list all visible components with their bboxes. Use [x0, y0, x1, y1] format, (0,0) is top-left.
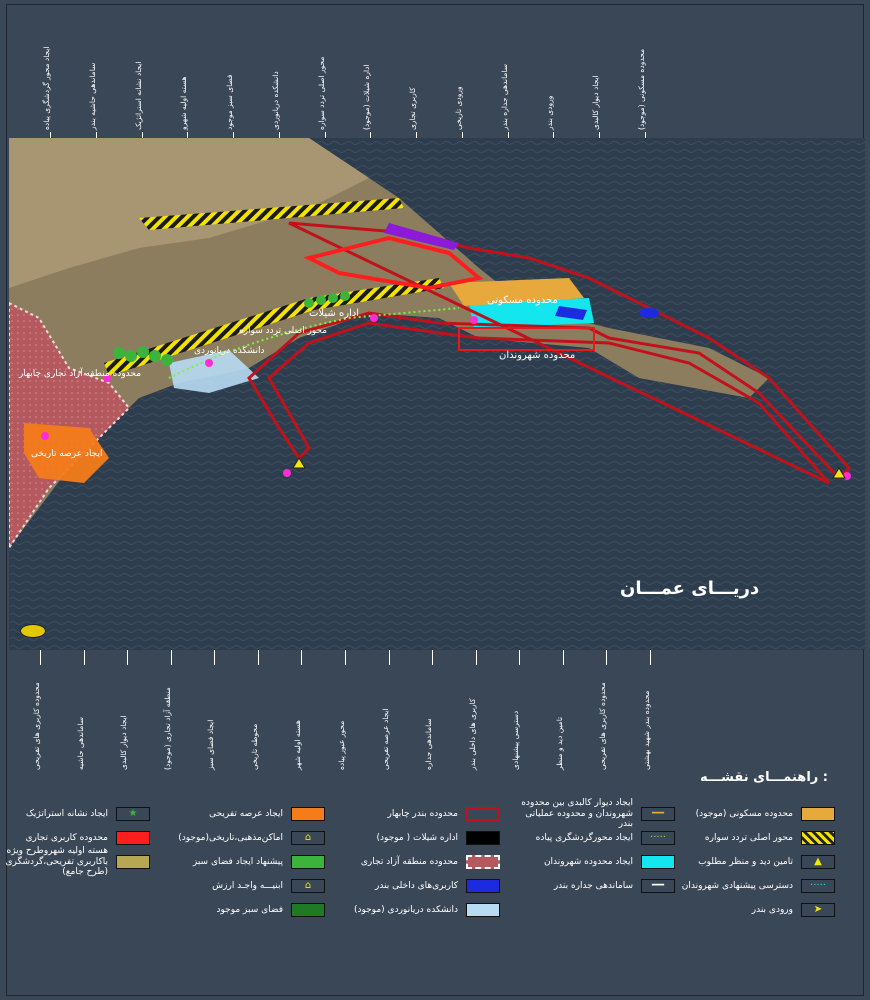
orange-fill-icon — [291, 807, 325, 821]
bottom-label: ساماندهی جداره — [424, 718, 434, 770]
compass-icon — [20, 624, 46, 638]
blue-fill-icon — [466, 879, 500, 893]
bottom-label: ساماندهی حاشیه — [75, 717, 85, 770]
top-label: ایجاد دیوار کالبدی — [591, 75, 601, 130]
top-label: ورودی تاریخی — [453, 86, 463, 130]
top-label: ایجاد محور گردشگری پیاده — [42, 46, 51, 130]
legend-item — [160, 877, 325, 895]
wall-line-icon: ━━ — [641, 807, 675, 821]
legend-label: اداره شیلات ( موجود) — [376, 832, 458, 843]
olive-fill-icon — [116, 855, 150, 869]
legend-label: اماکن‌مذهبی،تاریخی(موجود) — [178, 832, 283, 843]
mosque-icon-icon: ⌂ — [291, 831, 325, 845]
legend-label: ورودی بندر — [751, 904, 793, 915]
legend-item — [510, 853, 675, 871]
legend-label: ایجاد نشانه استراتژیک — [25, 808, 108, 819]
legend-item — [670, 877, 835, 895]
legend-label: دسترسی پیشنهادی شهروندان — [681, 880, 793, 891]
black-fill-icon — [466, 831, 500, 845]
top-label: محدوده مسکونی (موجود) — [637, 48, 646, 130]
label-university: دانشکده دریانوردی — [194, 346, 265, 356]
yellow-fill-icon — [801, 807, 835, 821]
legend-item — [335, 853, 500, 871]
legend-label: محدوده کاربری تجاری — [25, 832, 108, 843]
label-fisheries: اداره شیلات — [309, 308, 360, 319]
legend-label: کاربری‌های داخلی بندر — [375, 880, 458, 891]
top-label: ساماندهی جداره بندر — [499, 64, 509, 130]
map-view[interactable] — [9, 138, 865, 650]
legend-label: ایجاد دیوار کالبدی بین محدوده شهروندان و محدوده عملیاتی بندر — [521, 798, 633, 830]
green-dots-icon: ····· — [641, 831, 675, 845]
top-label: هسته اولیه شهرو — [179, 76, 189, 130]
legend-label: دانشکده دریانوردی (موجود) — [353, 904, 458, 915]
bottom-label: تامین دید و منظر — [554, 716, 564, 770]
legend-label: تامین دید و منظر مطلوب — [698, 856, 793, 867]
lightblue-fill-icon — [466, 903, 500, 917]
bottom-label: محوطه تاریخی — [249, 723, 259, 770]
legend-label: محدوده منطقه آزاد تجاری — [360, 856, 458, 867]
legend-item — [510, 877, 675, 895]
bottom-label: ایجاد دیوار کالبدی — [119, 715, 129, 770]
bottom-label: محدوده کاربری های تفریحی — [32, 682, 41, 770]
legend-item — [335, 805, 500, 823]
legend-label: محور اصلی تردد سواره — [704, 832, 793, 843]
label-free-zone: محدوده منطقه آزاد تجاری چابهار — [19, 369, 142, 379]
legend-item — [160, 901, 325, 919]
view-icon-icon: ▲ — [801, 855, 835, 869]
legend-item — [160, 805, 325, 823]
label-main-axis: محور اصلی تردد سواره — [239, 326, 328, 336]
legend-item — [0, 829, 150, 847]
house-icon-icon: ⌂ — [291, 879, 325, 893]
red-outline-icon — [466, 807, 500, 821]
label-historic: ایجاد عرصه تاریخی — [31, 449, 103, 459]
legend-label: ابنیـــه واجـد ارزش — [212, 880, 283, 891]
blue-dot — [639, 308, 659, 318]
top-label: فضای سبز موجود — [225, 74, 235, 130]
legend-title: راهنمـــای نقشـــه : — [699, 770, 828, 785]
legend-item — [0, 846, 150, 878]
legend-label: محدوده بندر چابهار — [387, 808, 458, 819]
legend-label: محدوده مسکونی (موجود) — [695, 808, 793, 819]
legend-item — [0, 805, 150, 823]
legend-item — [670, 901, 835, 919]
legend-item — [670, 853, 835, 871]
legend-item — [160, 853, 325, 871]
star-icon-icon: ★ — [116, 807, 150, 821]
bottom-label: ایجاد فضای سبز — [206, 719, 216, 770]
legend-item — [335, 877, 500, 895]
bottom-label: ایجاد عرصه تفریحی — [380, 708, 390, 770]
bottom-label: محدوده کاربری های تفریحی — [598, 682, 608, 770]
legend-item — [670, 805, 835, 823]
top-label: اداره شیلات (موجود) — [362, 64, 372, 130]
legend-label: ایجاد عرصه تفریحی — [209, 808, 283, 819]
legend-item — [510, 798, 675, 830]
bottom-label: دسترسی پیشنهادی — [511, 710, 521, 770]
top-label: ایجاد نشانه استراتژیک — [133, 61, 143, 130]
pink-dotted-icon — [466, 855, 500, 869]
cyan-dots-icon: ····· — [801, 879, 835, 893]
arrow-icon-icon: ➤ — [801, 903, 835, 917]
label-citizen: محدوده شهروندان — [499, 350, 576, 361]
green-existing-icon — [291, 903, 325, 917]
legend-item — [670, 829, 835, 847]
top-label: محور اصلی تردد سواره — [316, 56, 326, 130]
top-label: ساماندهی حاشیه بندر — [87, 62, 97, 130]
legend-item — [510, 829, 675, 847]
green-proposed-icon — [291, 855, 325, 869]
legend-label: فضای سبز موجود — [216, 904, 283, 915]
cyan-fill-icon — [641, 855, 675, 869]
legend-label: ساماندهی جداره بندر — [553, 880, 633, 891]
legend-label: پیشنهاد ایجاد فضای سبز — [192, 856, 283, 867]
white-line-icon: ━━ — [641, 879, 675, 893]
top-label: ورودی بندر — [545, 95, 555, 130]
yellow-hatch-icon — [801, 831, 835, 845]
legend-item — [160, 829, 325, 847]
legend-label: ایجاد محورگردشگری پیاده — [535, 832, 633, 843]
legend-label: ایجاد محدوده شهروندان — [543, 856, 633, 867]
bottom-label: محور عبور پیاده — [337, 720, 346, 770]
bottom-label: منطقه آزاد تجاری (موجود) — [162, 687, 172, 770]
label-residential: محدوده مسکونی — [487, 295, 558, 306]
legend-item — [335, 829, 500, 847]
bottom-label: محدوده بندر شهید بهشتی — [642, 690, 651, 770]
bottom-label: هسته اولیه شهر — [293, 720, 303, 770]
red-fill-icon — [116, 831, 150, 845]
map-svg — [9, 138, 865, 650]
top-label: کاربری تجاری — [408, 87, 418, 130]
legend-label: هسته اولیه شهروطرح ویژه باکاربری تفریحی،گردشگری (طرح جامع) — [5, 846, 108, 878]
legend-item — [335, 901, 500, 919]
top-label: دانشکده دریانوردی — [270, 71, 280, 130]
bottom-label: کاربری های داخلی بندر — [467, 698, 477, 770]
sea-label: دریـــای عمـــان — [620, 578, 760, 599]
